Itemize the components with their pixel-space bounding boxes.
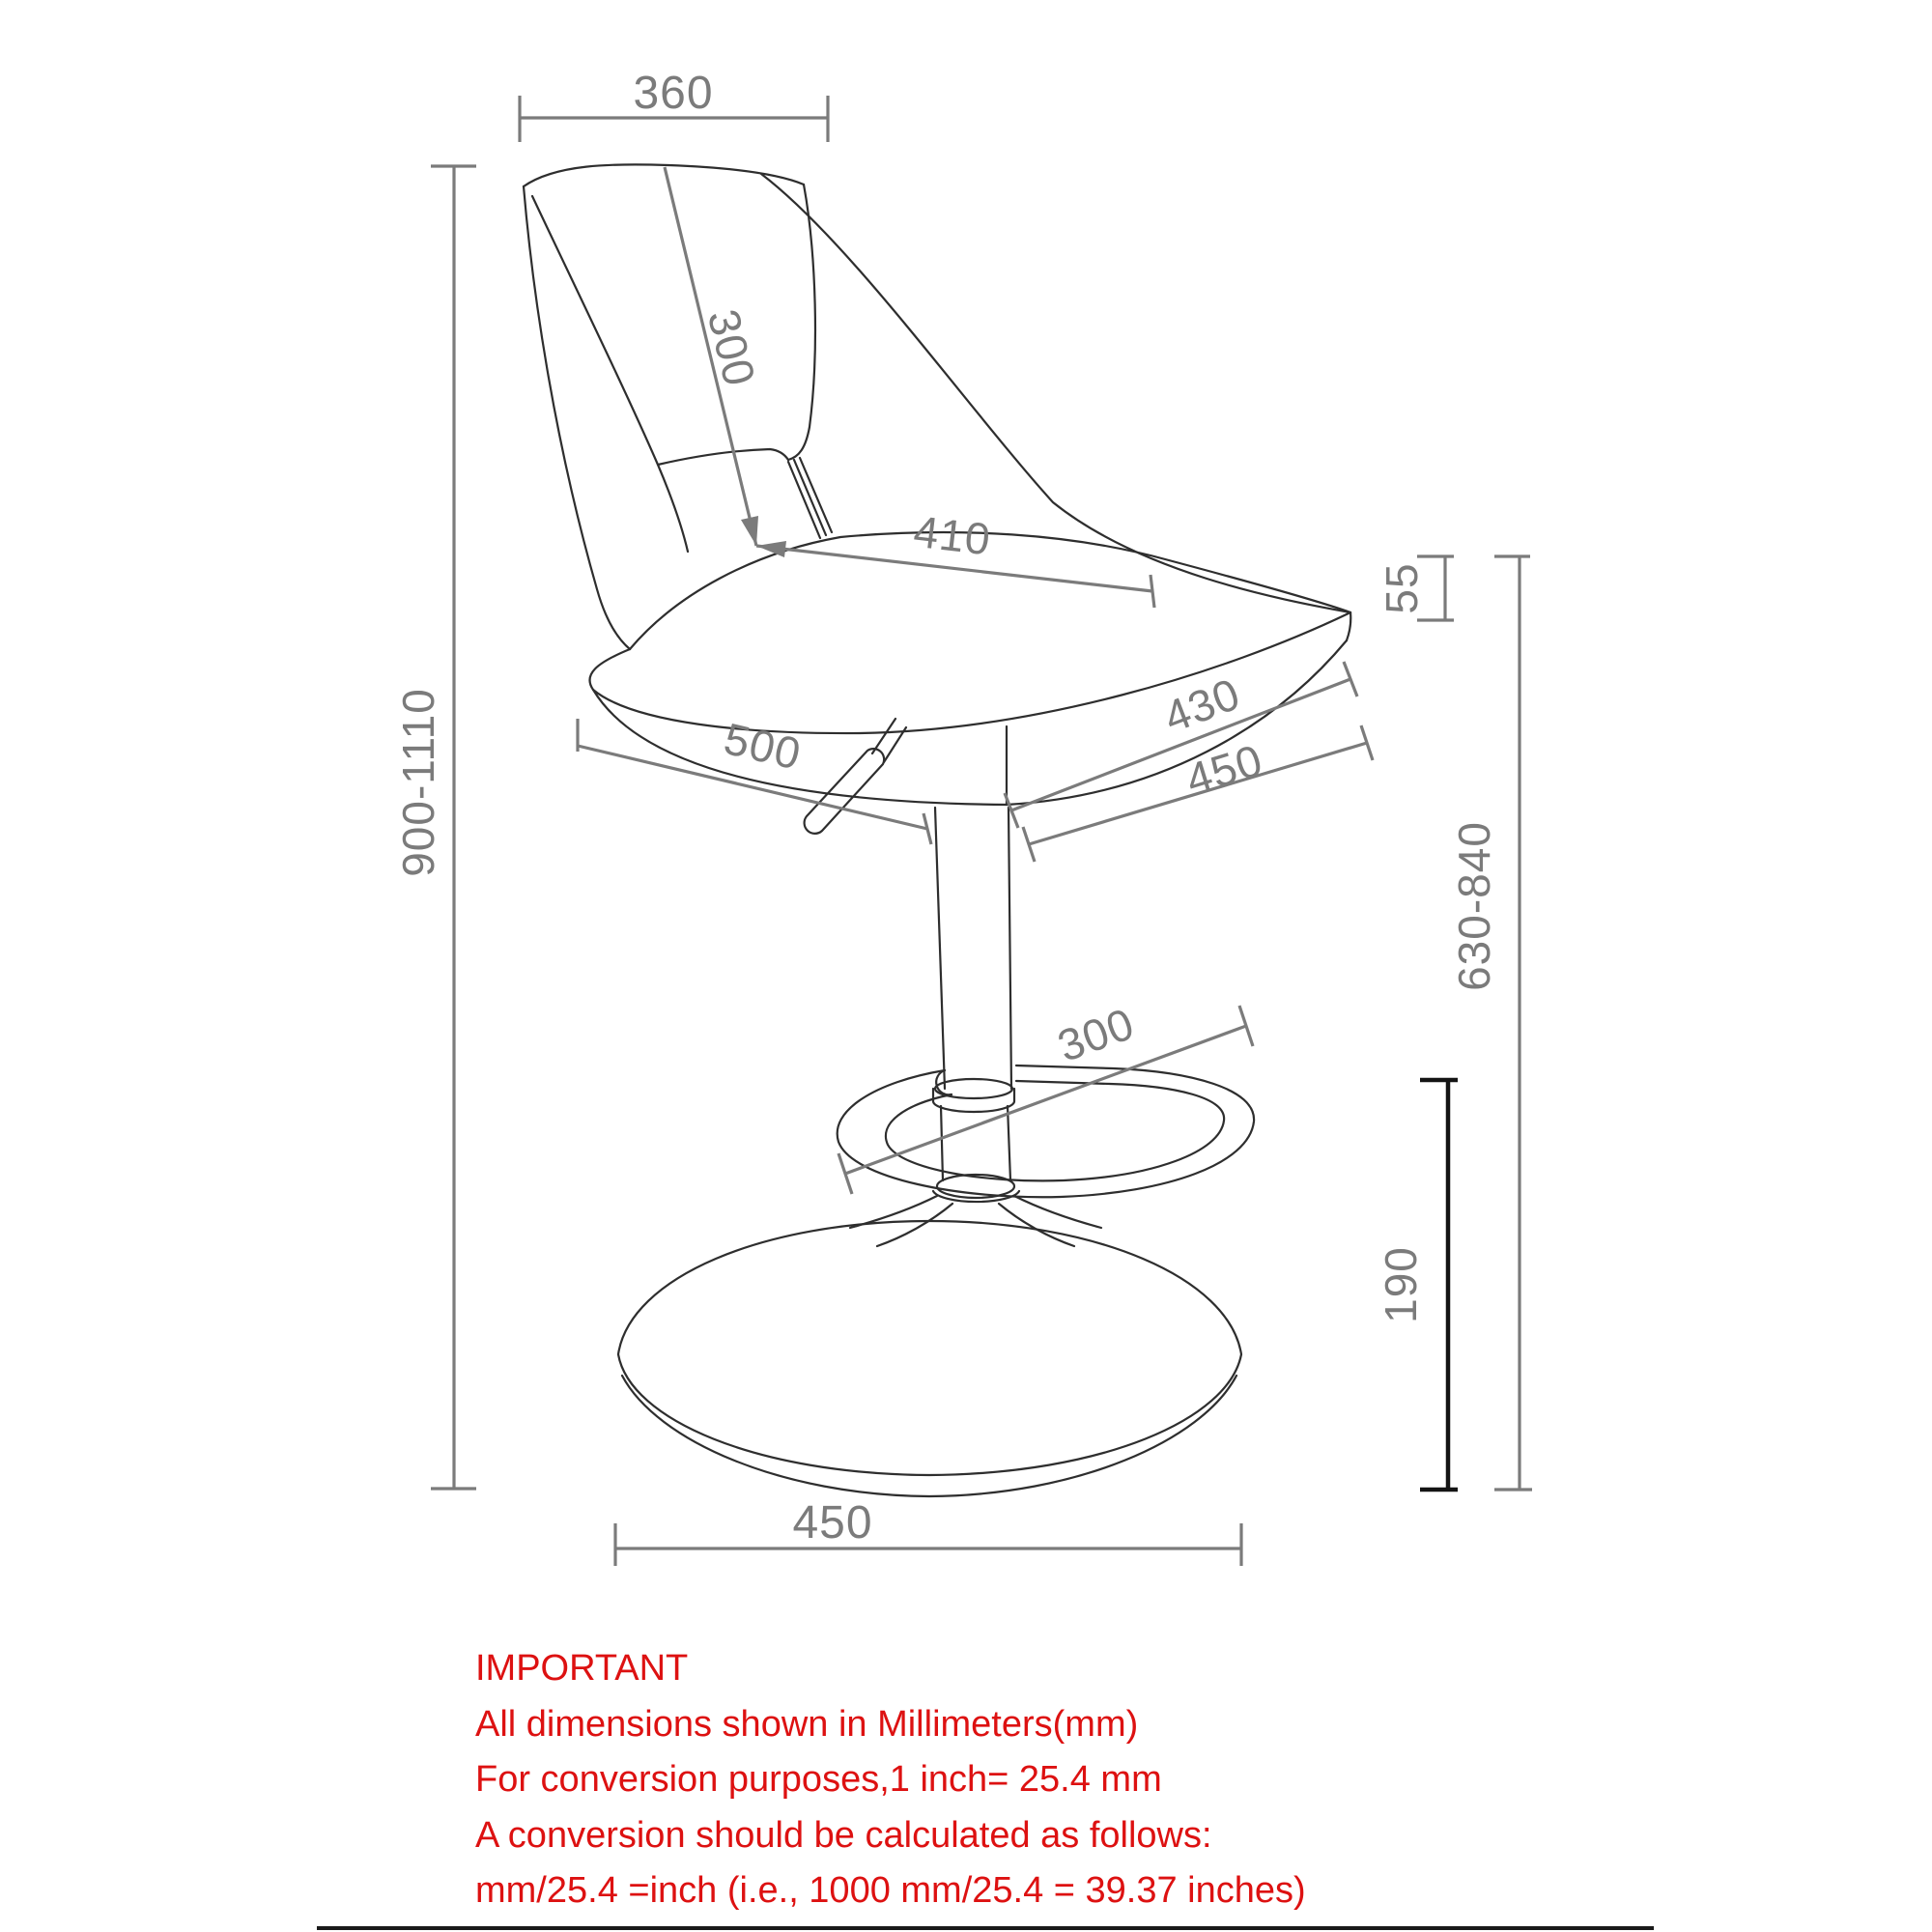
dim-seat-width: [1005, 662, 1357, 828]
dim-footrest-height: [1376, 1080, 1458, 1490]
dim-backrest-height: [665, 167, 765, 546]
dim-overall-height: [393, 166, 476, 1489]
dim-footrest-width: [838, 998, 1253, 1194]
backrest-bottom-seam: [658, 449, 788, 465]
dim-label-backrest-width: 360: [633, 68, 714, 119]
dim-label-base-diameter: 450: [792, 1497, 873, 1548]
seat-tip-edge: [1347, 612, 1350, 640]
dim-label-seat-outer-width: 450: [1179, 734, 1269, 806]
dim-label-seat-height-adjust: 630-840: [1449, 821, 1499, 991]
notes-heading: IMPORTANT: [475, 1648, 689, 1689]
dim-seat-depth: [756, 506, 1154, 608]
dim-label-seat-thickness: 55: [1377, 562, 1427, 614]
notes-line: All dimensions shown in Millimeters(mm): [475, 1703, 1139, 1745]
backrest-left-seam: [532, 196, 688, 552]
stool-outline: [524, 164, 1350, 1496]
notes-line: For conversion purposes,1 inch= 25.4 mm: [475, 1759, 1162, 1800]
column-left-edge: [935, 808, 945, 1089]
base-flare: [877, 1204, 952, 1246]
important-notes: [475, 1641, 1306, 1919]
dim-label-seat-depth: 410: [911, 505, 994, 565]
backrest-stitch-line: [800, 458, 832, 532]
column-collar-bottom: [933, 1101, 1014, 1112]
column-lower-right: [1008, 1106, 1010, 1180]
base-dome: [618, 1221, 1241, 1475]
backrest-right-sweep: [761, 174, 1350, 612]
footrest-ring-outer: [838, 1065, 1254, 1197]
dim-label-seat-width: 430: [1156, 668, 1247, 743]
dim-seat-outer-width: [1023, 725, 1373, 862]
dim-label-overall-height: 900-1110: [393, 688, 443, 877]
column-right-edge: [1009, 808, 1011, 1089]
dim-seat-height-adjust: [1449, 556, 1532, 1490]
backrest-right-edge: [788, 185, 815, 460]
dim-label-seat-front-depth: 500: [719, 713, 807, 780]
dim-label-backrest-height: 300: [697, 304, 766, 392]
dim-backrest-width: [520, 68, 828, 142]
dim-base-diameter: [615, 1497, 1241, 1566]
seat-rear-edge: [630, 532, 1350, 649]
backrest-stitch-line: [788, 462, 820, 538]
bottom-border-rule: [317, 1926, 1654, 1930]
column-lower-left: [941, 1106, 943, 1180]
backrest-stitch-line: [794, 460, 826, 535]
dim-label-footrest-width: 300: [1051, 997, 1141, 1072]
dim-label-footrest-height: 190: [1376, 1246, 1426, 1323]
dim-seat-thickness: [1377, 556, 1454, 620]
base-rim: [622, 1376, 1236, 1496]
backrest-outer-left-edge: [524, 186, 630, 649]
notes-line: mm/25.4 =inch (i.e., 1000 mm/25.4 = 39.37 inches): [475, 1870, 1306, 1911]
notes-line: A conversion should be calculated as follows:: [475, 1814, 1212, 1856]
